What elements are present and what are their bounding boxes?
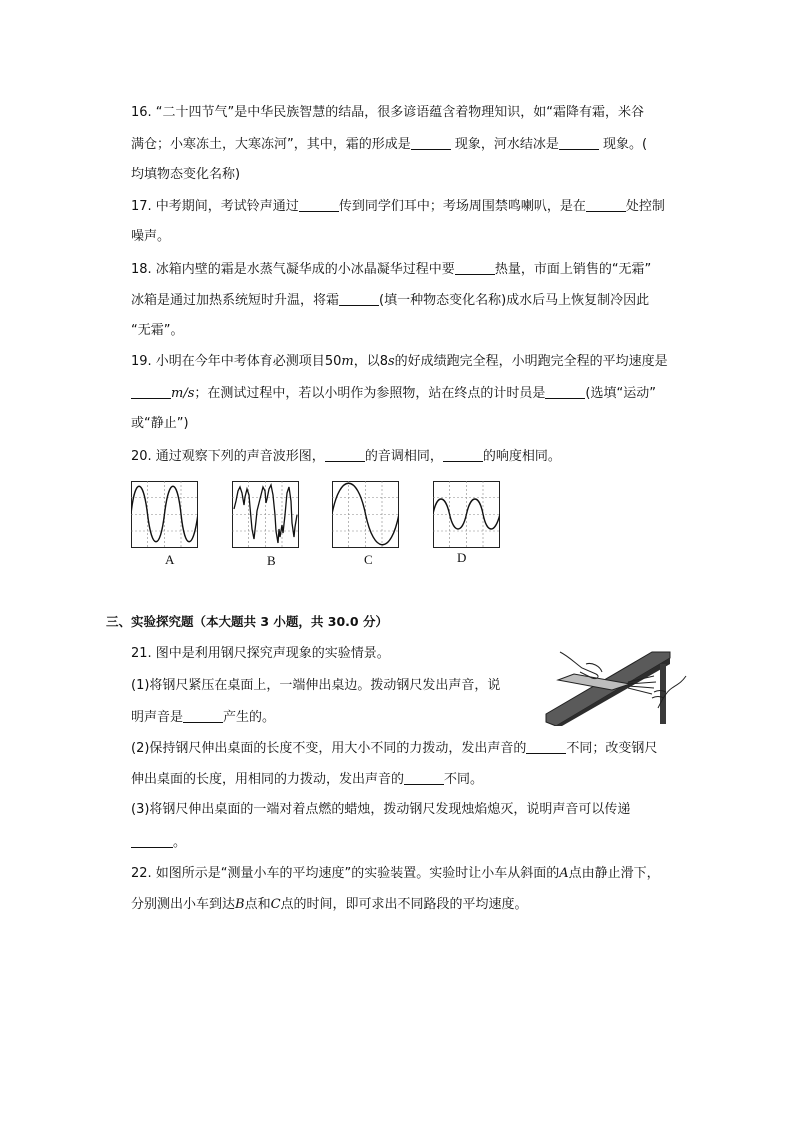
q21-blank-source[interactable] — [183, 708, 223, 723]
waveform-b — [232, 481, 299, 552]
q16-blank-frost[interactable] — [411, 135, 451, 150]
waveform-b-label: B — [267, 553, 276, 568]
q20-line-1: 20. 通过观察下列的声音波形图， 的音调相同， 的响度相同。 — [131, 449, 561, 464]
q18-line-1: 18. 冰箱内壁的霜是水蒸气凝华成的小冰晶凝华过程中要 热量，市面上销售的“无霜” — [131, 262, 652, 277]
waveform-c-label: C — [364, 552, 373, 567]
steel-ruler-drawing — [542, 646, 692, 726]
q22-line-1: 22. 如图所示是“测量小车的平均速度”的实验装置。实验时让小车从斜面的A点由静止滑下， — [131, 866, 660, 881]
q17-line-2: 噪声。 — [131, 229, 171, 244]
q19-line-1: 19. 小明在今年中考体育必测项目50m，以8s的好成绩跑完全程，小明跑完全程的平均速度是 — [131, 354, 668, 369]
waveform-a — [131, 481, 198, 552]
q16-line-2: 满仓；小寒冻土，大寒冻河”，其中，霜的形成是 现象，河水结冰是 现象。( — [131, 137, 648, 152]
q17-blank-medium[interactable] — [299, 197, 339, 212]
q21-line-3: 明声音是 产生的。 — [131, 710, 276, 725]
steel-ruler-illustration — [542, 646, 692, 726]
q19-line-2: m/s；在测试过程中，若以小明作为参照物，站在终点的计时员是 (选填“运动” — [131, 384, 656, 403]
waveform-b-graph — [232, 481, 299, 548]
q16-line-3: 均填物态变化名称) — [131, 167, 241, 182]
q21-line-2: (1)将钢尺紧压在桌面上，一端伸出桌边。拨动钢尺发出声音，说 — [131, 678, 501, 693]
waveform-d-graph — [433, 481, 500, 548]
q16-blank-freeze[interactable] — [559, 135, 599, 150]
q17-line-1: 17. 中考期间，考试铃声通过 传到同学们耳中；考场周围禁鸣喇叭，是在 处控制 — [131, 199, 665, 214]
q20-blank-loudness[interactable] — [443, 447, 483, 462]
q21-line-1: 21. 图中是利用钢尺探究声现象的实验情景。 — [131, 646, 390, 661]
waveform-c-graph — [332, 481, 399, 548]
q21-line-5: 伸出桌面的长度，用相同的力拨动，发出声音的 不同。 — [131, 772, 484, 787]
q18-blank-change[interactable] — [339, 291, 379, 306]
q20-blank-pitch[interactable] — [325, 447, 365, 462]
q18-line-2: 冰箱是通过加热系统短时升温，将霜 (填一种物态变化名称)成水后马上恢复制冷因此 — [131, 293, 650, 308]
section-title: 三、实验探究题（本大题共 3 小题，共 30.0 分） — [106, 614, 388, 629]
q21-line-7: 。 — [131, 833, 186, 852]
q18-line-3: “无霜”。 — [131, 323, 184, 338]
q21-blank-energy[interactable] — [131, 833, 173, 848]
q19-line-3: 或“静止”) — [131, 416, 189, 431]
q16-line-1: 16. “二十四节气”是中华民族智慧的结晶，很多谚语蕴含着物理知识，如“霜降有霜，米谷 — [131, 105, 645, 120]
q21-line-4: (2)保持钢尺伸出桌面的长度不变，用大小不同的力拨动，发出声音的 不同；改变钢尺 — [131, 741, 658, 756]
waveform-c — [332, 481, 399, 552]
q17-blank-location[interactable] — [586, 197, 626, 212]
q19-blank-speed[interactable] — [131, 384, 171, 399]
q21-blank-loudness[interactable] — [526, 739, 566, 754]
q21-line-6: (3)将钢尺伸出桌面的一端对着点燃的蜡烛，拨动钢尺发现烛焰熄灭，说明声音可以传递 — [131, 802, 631, 817]
waveform-a-graph — [131, 481, 198, 548]
waveform-a-label: A — [165, 552, 175, 567]
waveform-d-label: D — [457, 550, 467, 565]
q22-line-2: 分别测出小车到达B点和C点的时间，即可求出不同路段的平均速度。 — [131, 897, 528, 912]
q21-blank-pitch[interactable] — [404, 770, 444, 785]
q18-blank-heat[interactable] — [455, 260, 495, 275]
q19-blank-motion[interactable] — [545, 384, 585, 399]
waveform-d — [433, 481, 500, 552]
